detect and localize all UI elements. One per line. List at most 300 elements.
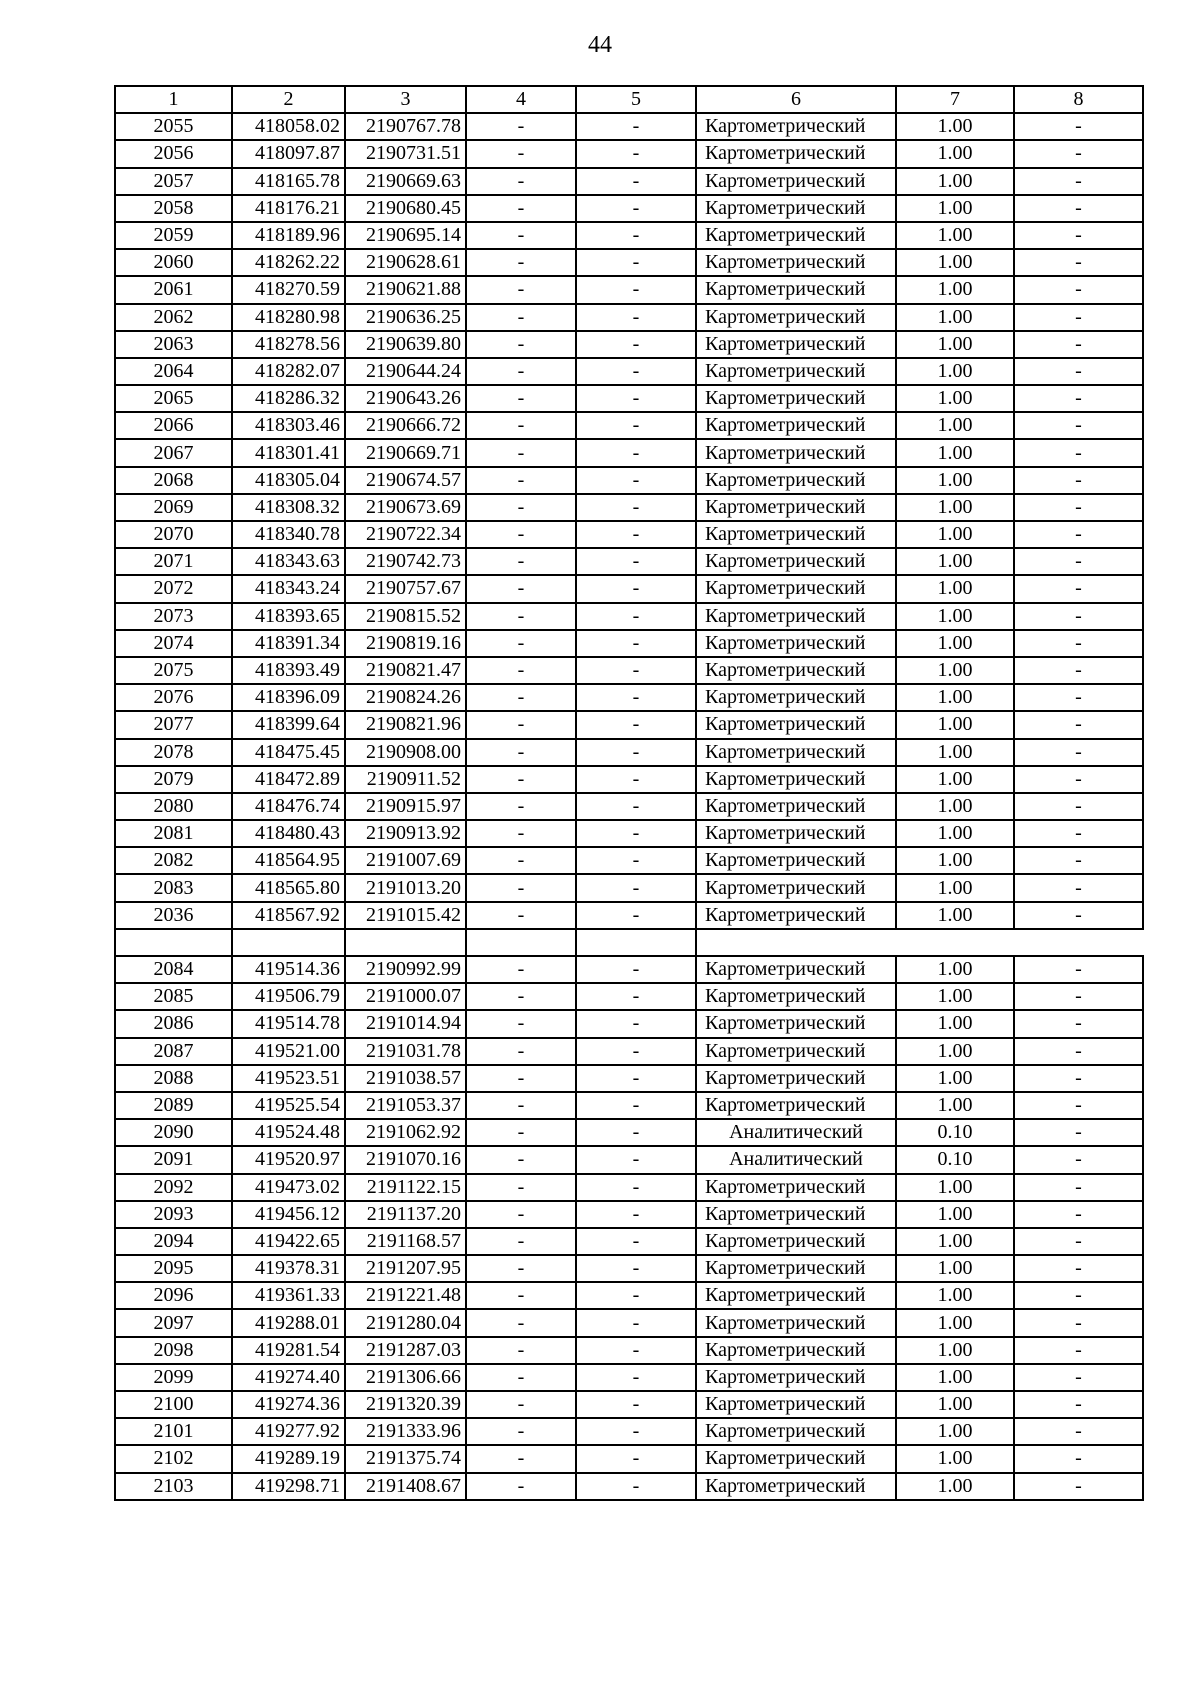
table-cell: 419274.36 (232, 1391, 345, 1418)
table-cell: - (466, 276, 576, 303)
table-cell: 2191062.92 (345, 1119, 466, 1146)
table-cell: 418308.32 (232, 494, 345, 521)
table-cell: 1.00 (896, 113, 1014, 140)
table-cell: - (466, 140, 576, 167)
table-cell: 0.10 (896, 1146, 1014, 1173)
table-cell: 2190915.97 (345, 793, 466, 820)
table-header-row (115, 86, 1143, 113)
table-cell: 2191320.39 (345, 1391, 466, 1418)
table-cell: 2190695.14 (345, 222, 466, 249)
table-cell: 2081 (115, 820, 232, 847)
table-row (115, 1418, 1143, 1445)
table-cell: 2190722.34 (345, 521, 466, 548)
table-cell: - (576, 494, 696, 521)
table-cell: 1.00 (896, 222, 1014, 249)
table-body (115, 86, 1143, 1500)
table-cell: 2069 (115, 494, 232, 521)
method-cell: Картометрический (696, 140, 896, 167)
table-cell: - (1014, 168, 1143, 195)
table-row (115, 603, 1143, 630)
table-cell: - (1014, 739, 1143, 766)
table-row (115, 1228, 1143, 1255)
table-cell (466, 929, 576, 956)
method-cell: Картометрический (696, 820, 896, 847)
method-cell: Картометрический (696, 603, 896, 630)
table-cell: - (576, 358, 696, 385)
table-cell: - (576, 983, 696, 1010)
table-cell: 1.00 (896, 548, 1014, 575)
table-cell: 418303.46 (232, 412, 345, 439)
method-cell: Картометрический (696, 956, 896, 983)
table-cell: - (1014, 331, 1143, 358)
table-cell: - (1014, 793, 1143, 820)
table-cell: 2058 (115, 195, 232, 222)
table-cell: 1.00 (896, 358, 1014, 385)
table-cell: - (1014, 1065, 1143, 1092)
table-cell: - (466, 1418, 576, 1445)
table-cell: - (466, 249, 576, 276)
method-cell: Картометрический (696, 548, 896, 575)
table-cell: - (576, 1364, 696, 1391)
table-cell: - (466, 494, 576, 521)
table-cell: - (576, 1418, 696, 1445)
table-cell: - (576, 1309, 696, 1336)
table-cell: 2190821.96 (345, 711, 466, 738)
table-cell: - (576, 249, 696, 276)
table-cell: 2190669.71 (345, 439, 466, 466)
table-cell: - (466, 331, 576, 358)
table-cell: - (576, 1010, 696, 1037)
method-cell: Картометрический (696, 1445, 896, 1472)
method-cell: Картометрический (696, 331, 896, 358)
table-row (115, 847, 1143, 874)
table-row (115, 983, 1143, 1010)
method-cell: Картометрический (696, 113, 896, 140)
table-cell: 2070 (115, 521, 232, 548)
table-cell: 418343.24 (232, 575, 345, 602)
table-cell: - (1014, 276, 1143, 303)
table-cell: 1.00 (896, 467, 1014, 494)
method-cell: Картометрический (696, 1337, 896, 1364)
table-cell: - (1014, 1473, 1143, 1500)
header-cell: 1 (115, 86, 232, 113)
table-row (115, 575, 1143, 602)
table-cell: 2086 (115, 1010, 232, 1037)
table-row (115, 1201, 1143, 1228)
table-cell: 1.00 (896, 1309, 1014, 1336)
table-row (115, 630, 1143, 657)
table-cell: 2062 (115, 304, 232, 331)
table-cell: 1.00 (896, 439, 1014, 466)
table-row (115, 956, 1143, 983)
table-cell: 1.00 (896, 630, 1014, 657)
table-cell: 1.00 (896, 331, 1014, 358)
table-row (115, 548, 1143, 575)
table-cell: - (466, 711, 576, 738)
table-cell: - (466, 1473, 576, 1500)
table-cell: 2190911.52 (345, 766, 466, 793)
table-cell: 1.00 (896, 1174, 1014, 1201)
table-cell: 2078 (115, 739, 232, 766)
table-cell: - (576, 1282, 696, 1309)
table-cell: 418262.22 (232, 249, 345, 276)
table-cell: 418189.96 (232, 222, 345, 249)
table-cell: 418391.34 (232, 630, 345, 657)
table-cell: 418305.04 (232, 467, 345, 494)
table-cell: - (576, 304, 696, 331)
method-cell: Картометрический (696, 847, 896, 874)
table-cell: - (466, 1445, 576, 1472)
table-cell: - (1014, 711, 1143, 738)
table-cell: 2101 (115, 1418, 232, 1445)
method-cell: Картометрический (696, 766, 896, 793)
table-cell: 2191280.04 (345, 1309, 466, 1336)
table-cell: - (576, 1092, 696, 1119)
table-cell: 2190680.45 (345, 195, 466, 222)
table-cell: - (576, 548, 696, 575)
table-cell: 1.00 (896, 1364, 1014, 1391)
header-cell: 8 (1014, 86, 1143, 113)
table-cell: 1.00 (896, 956, 1014, 983)
method-cell: Картометрический (696, 304, 896, 331)
table-cell: - (576, 521, 696, 548)
table-cell: - (576, 331, 696, 358)
coordinates-table (114, 85, 1144, 1501)
method-cell: Картометрический (696, 575, 896, 602)
table-cell: 2097 (115, 1309, 232, 1336)
table-cell: 1.00 (896, 657, 1014, 684)
table-cell: 2190742.73 (345, 548, 466, 575)
table-cell: 418396.09 (232, 684, 345, 711)
table-cell: 418472.89 (232, 766, 345, 793)
table-cell: 1.00 (896, 711, 1014, 738)
method-cell: Картометрический (696, 1309, 896, 1336)
header-cell: 6 (696, 86, 896, 113)
table-cell: 2191221.48 (345, 1282, 466, 1309)
table-cell: 418393.65 (232, 603, 345, 630)
table-cell: 2057 (115, 168, 232, 195)
table-cell: 419422.65 (232, 1228, 345, 1255)
table-cell: 2191038.57 (345, 1065, 466, 1092)
table-cell: 2191007.69 (345, 847, 466, 874)
table-cell: 419506.79 (232, 983, 345, 1010)
table-cell: 1.00 (896, 140, 1014, 167)
table-row (115, 1038, 1143, 1065)
table-cell: - (466, 548, 576, 575)
table-cell: - (1014, 820, 1143, 847)
table-cell: - (1014, 902, 1143, 929)
table-cell: 2077 (115, 711, 232, 738)
table-cell: - (1014, 983, 1143, 1010)
table-cell: 1.00 (896, 168, 1014, 195)
table-cell: - (466, 1391, 576, 1418)
table-cell: 419298.71 (232, 1473, 345, 1500)
table-cell: 419378.31 (232, 1255, 345, 1282)
table-cell: 419289.19 (232, 1445, 345, 1472)
table-cell: - (576, 657, 696, 684)
table-cell: 2191000.07 (345, 983, 466, 1010)
table-cell: - (1014, 956, 1143, 983)
table-cell: 418058.02 (232, 113, 345, 140)
table-cell: - (1014, 358, 1143, 385)
table-cell: 1.00 (896, 1092, 1014, 1119)
header-cell: 2 (232, 86, 345, 113)
table-cell: 2074 (115, 630, 232, 657)
table-cell: 1.00 (896, 684, 1014, 711)
table-cell: - (466, 412, 576, 439)
table-cell: 418475.45 (232, 739, 345, 766)
table-cell: 1.00 (896, 1282, 1014, 1309)
table-cell: 1.00 (896, 385, 1014, 412)
method-cell: Аналитический (696, 1146, 896, 1173)
table-row (115, 385, 1143, 412)
table-row (115, 1255, 1143, 1282)
table-cell: - (1014, 1255, 1143, 1282)
table-cell: 418270.59 (232, 276, 345, 303)
table-cell: - (576, 113, 696, 140)
table-cell: - (466, 956, 576, 983)
method-cell: Картометрический (696, 630, 896, 657)
table-cell: 2082 (115, 847, 232, 874)
table-row (115, 521, 1143, 548)
table-cell: - (576, 1337, 696, 1364)
header-cell: 7 (896, 86, 1014, 113)
table-cell: - (1014, 1119, 1143, 1146)
table-cell: 2190992.99 (345, 956, 466, 983)
table-row (115, 439, 1143, 466)
table-cell: 418280.98 (232, 304, 345, 331)
table-cell: 2075 (115, 657, 232, 684)
table-cell: - (576, 195, 696, 222)
table-cell: - (576, 1201, 696, 1228)
method-cell: Картометрический (696, 983, 896, 1010)
table-row (115, 222, 1143, 249)
table-cell: - (466, 1119, 576, 1146)
table-cell: - (1014, 603, 1143, 630)
table-row (115, 1364, 1143, 1391)
table-cell: 2094 (115, 1228, 232, 1255)
table-cell: 1.00 (896, 902, 1014, 929)
table-cell: - (1014, 548, 1143, 575)
table-cell: - (1014, 1445, 1143, 1472)
table-cell: 418567.92 (232, 902, 345, 929)
table-cell: 2087 (115, 1038, 232, 1065)
table-cell: - (576, 956, 696, 983)
table-cell: - (576, 1228, 696, 1255)
table-cell (696, 929, 1143, 956)
table-cell: 2190821.47 (345, 657, 466, 684)
table-row (115, 766, 1143, 793)
table-cell: - (466, 521, 576, 548)
table-cell: - (576, 874, 696, 901)
table-cell: 2190673.69 (345, 494, 466, 521)
table-cell: 2067 (115, 439, 232, 466)
table-cell: 2191333.96 (345, 1418, 466, 1445)
table-cell: - (1014, 1038, 1143, 1065)
table-cell: 2090 (115, 1119, 232, 1146)
table-cell: - (466, 358, 576, 385)
table-cell: - (1014, 1010, 1143, 1037)
table-cell: 2076 (115, 684, 232, 711)
table-cell (345, 929, 466, 956)
table-row (115, 358, 1143, 385)
table-cell: - (466, 304, 576, 331)
table-cell: 419521.00 (232, 1038, 345, 1065)
method-cell: Картометрический (696, 494, 896, 521)
table-cell (576, 929, 696, 956)
table-cell: 419524.48 (232, 1119, 345, 1146)
table-row (115, 684, 1143, 711)
method-cell: Картометрический (696, 874, 896, 901)
table-row (115, 711, 1143, 738)
table-cell: 2068 (115, 467, 232, 494)
table-cell: 2190913.92 (345, 820, 466, 847)
table-cell: - (1014, 1174, 1143, 1201)
table-cell: 2190757.67 (345, 575, 466, 602)
table-cell: - (466, 113, 576, 140)
table-cell: 2191013.20 (345, 874, 466, 901)
table-cell: - (466, 603, 576, 630)
table-row (115, 195, 1143, 222)
table-cell: 2093 (115, 1201, 232, 1228)
table-row (115, 793, 1143, 820)
table-cell: 418340.78 (232, 521, 345, 548)
table-cell: 1.00 (896, 1065, 1014, 1092)
table-cell: 1.00 (896, 1391, 1014, 1418)
table-row (115, 1065, 1143, 1092)
table-cell: 419525.54 (232, 1092, 345, 1119)
table-cell: - (576, 1391, 696, 1418)
table-cell: - (576, 1119, 696, 1146)
table-cell: 2191168.57 (345, 1228, 466, 1255)
table-cell: - (576, 739, 696, 766)
table-row (115, 820, 1143, 847)
table-cell: - (466, 168, 576, 195)
table-spacer-row (115, 929, 1143, 956)
table-cell: 1.00 (896, 1010, 1014, 1037)
table-row (115, 657, 1143, 684)
table-cell: 418393.49 (232, 657, 345, 684)
table-cell: - (1014, 657, 1143, 684)
method-cell: Картометрический (696, 1065, 896, 1092)
method-cell: Картометрический (696, 195, 896, 222)
table-cell: 2065 (115, 385, 232, 412)
table-cell: 2088 (115, 1065, 232, 1092)
table-cell: 2190824.26 (345, 684, 466, 711)
table-cell: - (1014, 1337, 1143, 1364)
table-cell: 2073 (115, 603, 232, 630)
table-cell: 2059 (115, 222, 232, 249)
table-cell: - (1014, 630, 1143, 657)
table-cell: - (1014, 249, 1143, 276)
table-cell: 1.00 (896, 983, 1014, 1010)
table-cell: - (1014, 385, 1143, 412)
table-cell: - (1014, 847, 1143, 874)
table-cell: - (466, 1201, 576, 1228)
table-cell: 2083 (115, 874, 232, 901)
method-cell: Картометрический (696, 684, 896, 711)
method-cell: Картометрический (696, 276, 896, 303)
table-cell: 2061 (115, 276, 232, 303)
table-cell: 1.00 (896, 304, 1014, 331)
table-cell: 2056 (115, 140, 232, 167)
method-cell: Картометрический (696, 222, 896, 249)
table-cell: 2190636.25 (345, 304, 466, 331)
method-cell: Картометрический (696, 711, 896, 738)
table-cell: 1.00 (896, 195, 1014, 222)
table-cell: 2190815.52 (345, 603, 466, 630)
header-cell: 3 (345, 86, 466, 113)
table-cell: 2190767.78 (345, 113, 466, 140)
table-cell: 2191287.03 (345, 1337, 466, 1364)
table-cell: - (576, 575, 696, 602)
table-cell: 1.00 (896, 766, 1014, 793)
table-cell: 2191207.95 (345, 1255, 466, 1282)
table-cell: - (576, 630, 696, 657)
table-cell: - (576, 222, 696, 249)
table-cell: - (1014, 494, 1143, 521)
table-cell: 2096 (115, 1282, 232, 1309)
table-cell: 2190669.63 (345, 168, 466, 195)
table-cell: - (466, 1065, 576, 1092)
table-cell: - (576, 1445, 696, 1472)
table-cell: - (1014, 1418, 1143, 1445)
table-cell: - (576, 711, 696, 738)
table-cell: - (1014, 1201, 1143, 1228)
table-row (115, 412, 1143, 439)
method-cell: Картометрический (696, 168, 896, 195)
table-cell: - (466, 1174, 576, 1201)
table-cell: 419274.40 (232, 1364, 345, 1391)
table-cell: - (576, 439, 696, 466)
page-number: 44 (588, 32, 612, 58)
table-cell: 2191015.42 (345, 902, 466, 929)
table-cell: 418097.87 (232, 140, 345, 167)
table-cell: 2190819.16 (345, 630, 466, 657)
table-cell: - (576, 1255, 696, 1282)
table-cell: - (1014, 222, 1143, 249)
method-cell: Картометрический (696, 1038, 896, 1065)
table-cell: 2190643.26 (345, 385, 466, 412)
table-cell: - (1014, 304, 1143, 331)
table-cell: 418343.63 (232, 548, 345, 575)
table-cell: 2191070.16 (345, 1146, 466, 1173)
table-cell: - (576, 684, 696, 711)
table-cell: - (466, 467, 576, 494)
table-cell: - (1014, 1309, 1143, 1336)
table-cell: 418399.64 (232, 711, 345, 738)
table-cell: 2080 (115, 793, 232, 820)
table-cell: 2190628.61 (345, 249, 466, 276)
table-cell: - (576, 168, 696, 195)
table-cell: 2190908.00 (345, 739, 466, 766)
table-row (115, 1146, 1143, 1173)
table-cell: - (466, 1337, 576, 1364)
method-cell: Картометрический (696, 657, 896, 684)
table-cell: - (466, 1146, 576, 1173)
method-cell: Картометрический (696, 439, 896, 466)
table-cell: 2191053.37 (345, 1092, 466, 1119)
table-row (115, 1174, 1143, 1201)
table-cell: 2089 (115, 1092, 232, 1119)
method-cell: Картометрический (696, 412, 896, 439)
table-cell: - (1014, 575, 1143, 602)
table-cell: 419281.54 (232, 1337, 345, 1364)
table-cell: - (466, 439, 576, 466)
table-cell: 1.00 (896, 874, 1014, 901)
table-row (115, 140, 1143, 167)
table-cell: 2190666.72 (345, 412, 466, 439)
